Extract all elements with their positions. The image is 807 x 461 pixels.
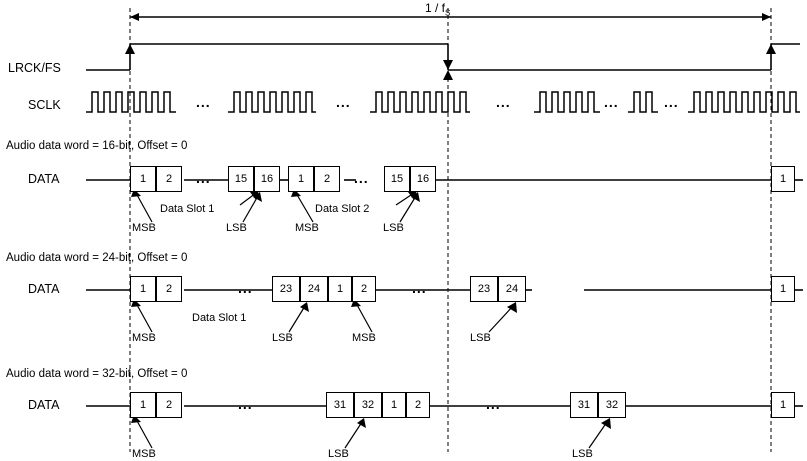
bit-ellipsis: ...	[354, 170, 369, 186]
bit-cell: 1	[771, 276, 795, 302]
annotation-lsb: LSB	[383, 222, 404, 234]
bit-cell: 2	[352, 276, 376, 302]
period-label	[425, 2, 450, 19]
section-header-32bit: Audio data word = 32-bit, Offset = 0	[6, 368, 188, 380]
bit-cell: 16	[254, 166, 280, 192]
bit-cell: 32	[598, 392, 626, 418]
bit-cell: 2	[406, 392, 430, 418]
bit-cell: 1	[382, 392, 406, 418]
bit-cell: 2	[156, 166, 182, 192]
annotation-lsb: LSB	[328, 448, 349, 460]
bit-cell: 2	[156, 392, 182, 418]
bit-cell: 24	[498, 276, 526, 302]
data-label-16bit: DATA	[28, 172, 60, 186]
bit-ellipsis: ...	[196, 170, 211, 186]
bit-ellipsis: ...	[238, 396, 253, 412]
annotation-msb: MSB	[295, 222, 319, 234]
annotation-data-slot-2: Data Slot 2	[315, 203, 370, 215]
bit-ellipsis: ...	[238, 280, 253, 296]
bit-cell: 2	[156, 276, 182, 302]
period-label-text: 1 / f	[425, 1, 446, 15]
bit-cell: 23	[272, 276, 300, 302]
bit-cell: 31	[570, 392, 598, 418]
sclk-ellipsis-1: ...	[196, 94, 211, 110]
signal-label-sclk: SCLK	[28, 98, 61, 112]
data-label-24bit: DATA	[28, 282, 60, 296]
sclk-ellipsis-2: ...	[336, 94, 351, 110]
bit-cell: 31	[326, 392, 354, 418]
sclk-ellipsis-4: ...	[604, 94, 619, 110]
data-label-32bit: DATA	[28, 398, 60, 412]
bit-cell: 1	[771, 392, 795, 418]
period-label-subscript: S	[445, 8, 451, 18]
bit-cell: 1	[288, 166, 314, 192]
bit-ellipsis: ...	[412, 280, 427, 296]
bit-cell: 15	[384, 166, 410, 192]
bit-cell: 32	[354, 392, 382, 418]
annotation-lsb: LSB	[272, 332, 293, 344]
bit-cell: 1	[130, 276, 156, 302]
bit-cell: 1	[771, 166, 795, 192]
annotation-lsb: LSB	[572, 448, 593, 460]
bit-cell: 1	[130, 392, 156, 418]
bit-cell: 24	[300, 276, 328, 302]
annotation-msb: MSB	[132, 222, 156, 234]
bit-ellipsis: ...	[486, 396, 501, 412]
annotation-msb: MSB	[132, 332, 156, 344]
annotation-msb: MSB	[132, 448, 156, 460]
annotation-data-slot-1: Data Slot 1	[160, 203, 215, 215]
sclk-ellipsis-3: ...	[496, 94, 511, 110]
bit-cell: 15	[228, 166, 254, 192]
bit-cell: 23	[470, 276, 498, 302]
bit-cell: 1	[328, 276, 352, 302]
bit-cell: 1	[130, 166, 156, 192]
annotation-data-slot-1: Data Slot 1	[192, 312, 247, 324]
section-header-16bit: Audio data word = 16-bit, Offset = 0	[6, 140, 188, 152]
sclk-ellipsis-5: ...	[664, 94, 679, 110]
annotation-msb: MSB	[352, 332, 376, 344]
bit-cell: 16	[410, 166, 436, 192]
signal-label-lrck: LRCK/FS	[8, 61, 61, 75]
annotation-lsb: LSB	[470, 332, 491, 344]
section-header-24bit: Audio data word = 24-bit, Offset = 0	[6, 252, 188, 264]
bit-cell: 2	[314, 166, 340, 192]
annotation-lsb: LSB	[226, 222, 247, 234]
